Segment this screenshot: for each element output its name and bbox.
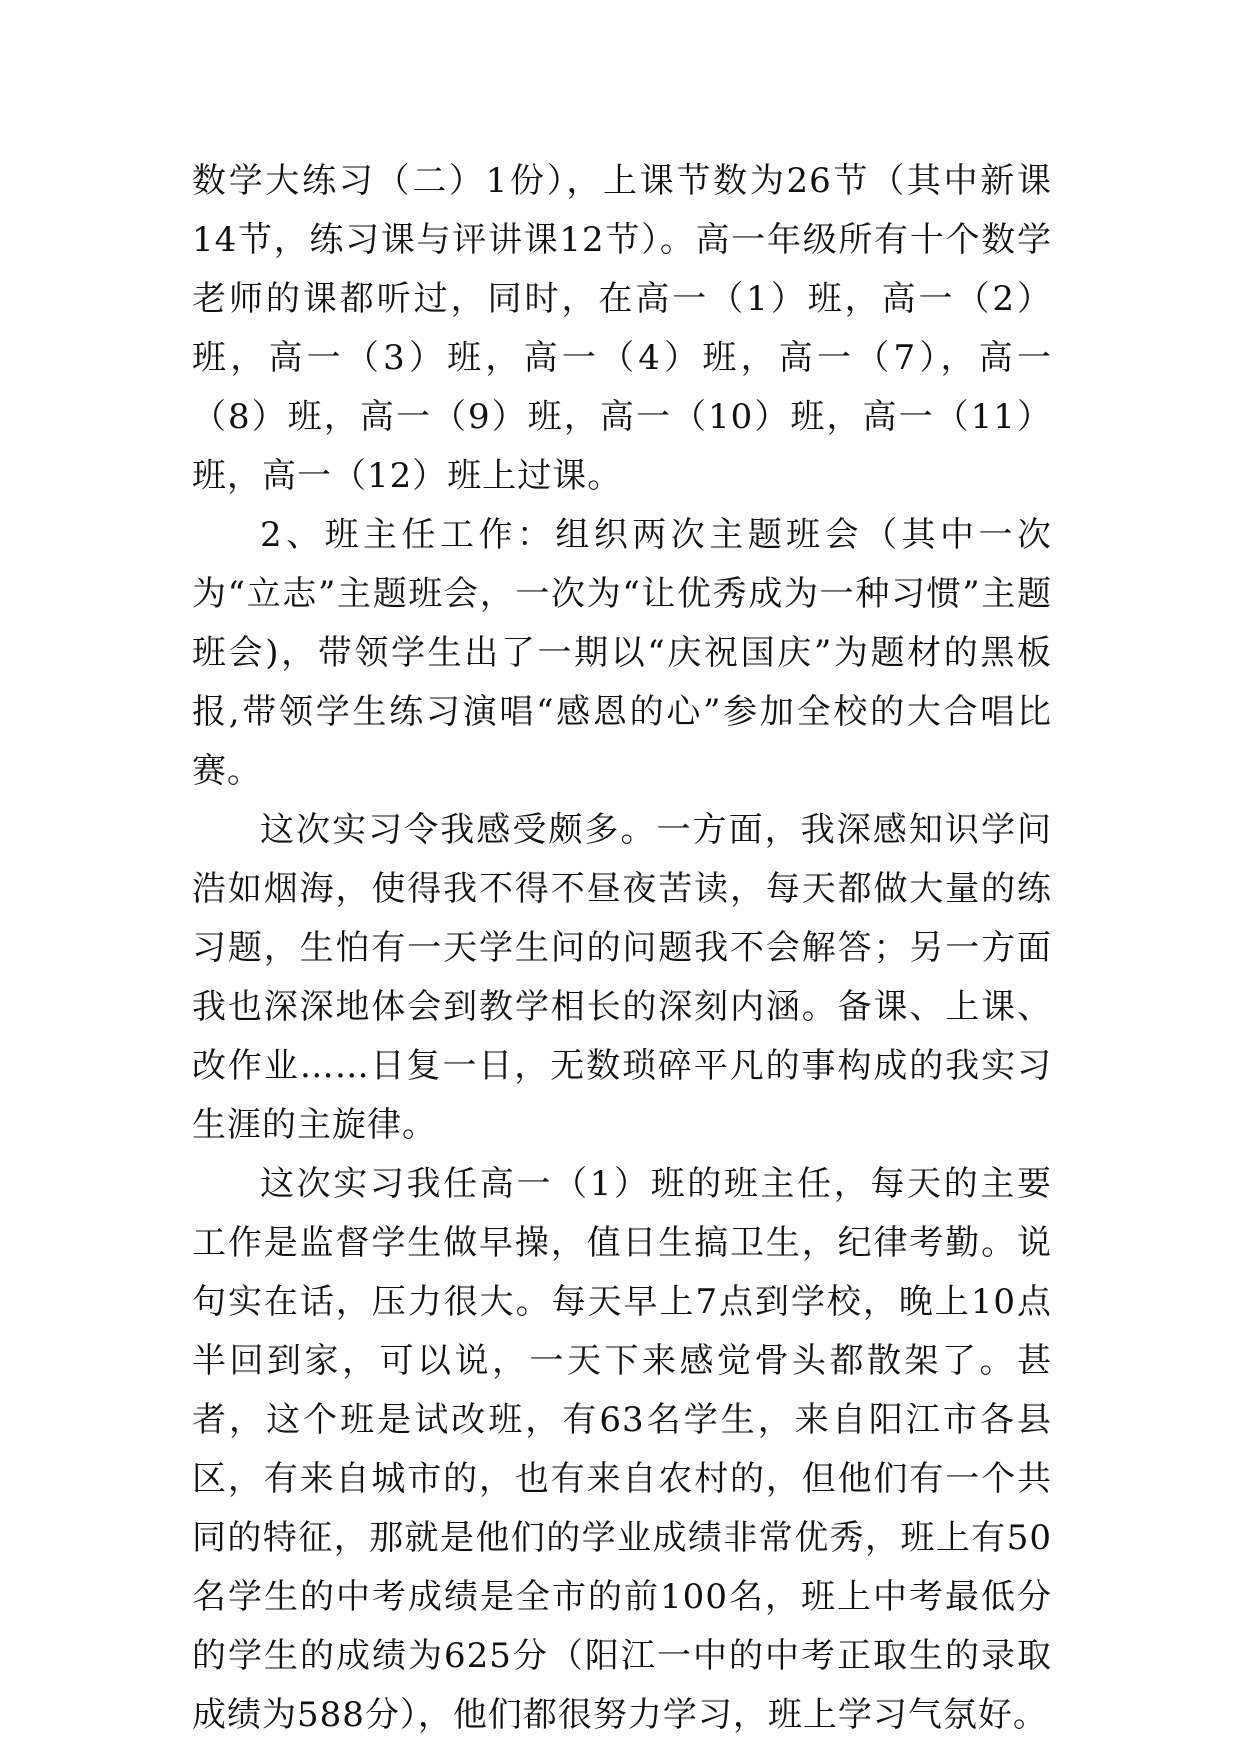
paragraph-teaching-summary: 数学大练习（二）1份），上课节数为26节（其中新课14节，练习课与评讲课12节）。高一年级所有十个数学老师的课都听过，同时，在高一（1）班，高一（2）班，高一（3）班，高一（4）班，高一（7），高一（8）班，高一（9）班，高一（10）班，高一（11）班，高一（12）班上过课。 <box>192 161 1052 496</box>
paragraph-internship-reflection: 这次实习令我感受颇多。一方面，我深感知识学问浩如烟海，使得我不得不昼夜苦读，每天都做大量的练习题，生怕有一天学生问的问题我不会解答；另一方面我也深深地体会到教学相长的深刻内涵。备课、上课、改作业……日复一日，无数琐碎平凡的事构成的我实习生涯的主旋律。 <box>192 810 1052 1145</box>
paragraph-head-teacher-work: 2、班主任工作：组织两次主题班会（其中一次为“立志”主题班会，一次为“让优秀成为一种习惯”主题班会)，带领学生出了一期以“庆祝国庆”为题材的黑板报,带领学生练习演唱“感恩的心”参加全校的大合唱比赛。 <box>192 515 1052 791</box>
document-body <box>192 152 1052 1745</box>
paragraph-class-description: 这次实习我任高一（1）班的班主任，每天的主要工作是监督学生做早操，值日生搞卫生，纪律考勤。说句实在话，压力很大。每天早上7点到学校，晚上10点半回到家，可以说，一天下来感觉骨头都散架了。甚者，这个班是试改班，有63名学生，来自阳江市各县区，有来自城市的，也有来自农村的，但他们有一个共同的特征，那就是他们的学业成绩非常优秀，班上有50名学生的中考成绩是全市的前100名，班上中考最低分的学生的成绩为625分（阳江一中的中考正取生的录取成绩为588分），他们都很努力学习，班上学习气氛好。 <box>192 1164 1052 1735</box>
